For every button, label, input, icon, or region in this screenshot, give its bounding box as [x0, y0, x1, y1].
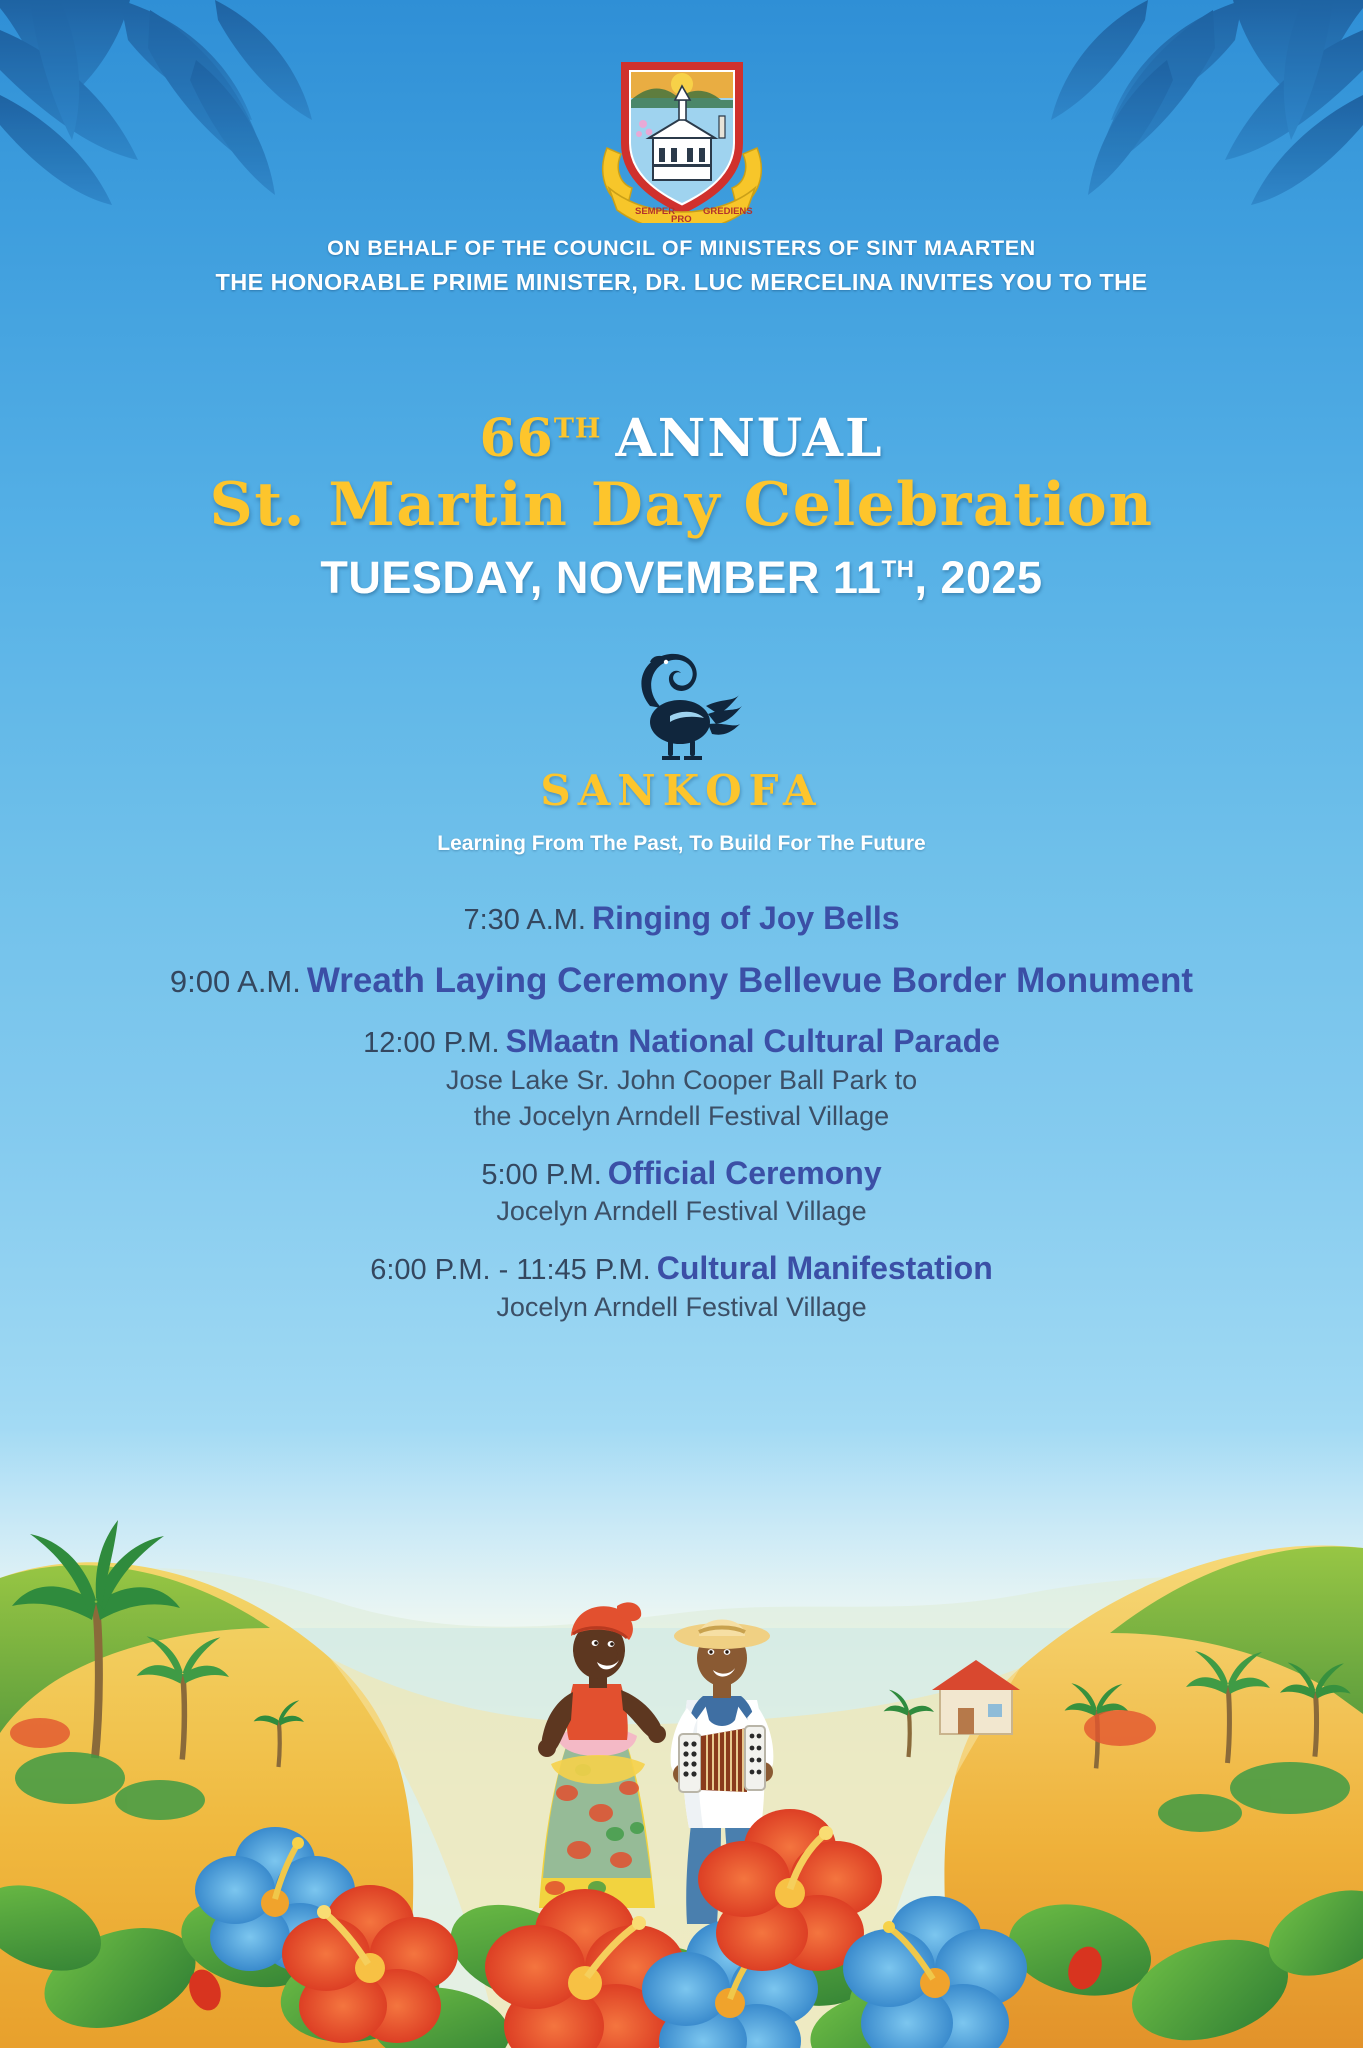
schedule-item — [0, 900, 1363, 938]
header-block — [0, 236, 1363, 296]
ordinal-suffix: TH — [553, 413, 602, 445]
schedule-venue-line-2: the Jocelyn Arndell Festival Village — [473, 1100, 890, 1131]
schedule-title: Wreath Laying Ceremony Bellevue Border Monument — [306, 960, 1194, 1000]
schedule-time: 5:00 P.M. — [481, 1158, 602, 1191]
schedule-time: 12:00 P.M. — [363, 1027, 500, 1060]
coat-of-arms — [587, 38, 777, 223]
crest-motto-left: SEMPER — [634, 206, 675, 217]
schedule-venue: Jocelyn Arndell Festival Village — [496, 1196, 867, 1227]
schedule-title: Cultural Manifestation — [656, 1250, 993, 1287]
ordinal-number: 66TH — [479, 408, 602, 469]
hibiscus-flowers-illustration — [0, 1728, 1363, 2048]
schedule-time: 9:00 A.M. — [169, 963, 301, 999]
header-line-2: THE HONORABLE PRIME MINISTER, DR. LUC MERCELINA INVITES YOU TO THE — [215, 269, 1148, 295]
schedule-time: 7:30 A.M. — [463, 904, 586, 936]
sankofa-tagline: Learning From The Past, To Build For The Future — [437, 832, 926, 855]
event-date-suffix: TH — [881, 556, 915, 583]
schedule-item — [0, 1023, 1363, 1133]
sankofa-bird-icon — [622, 650, 742, 765]
schedule-title: Official Ceremony — [607, 1154, 882, 1191]
sint-maarten-coat-of-arms-icon — [587, 38, 777, 223]
schedule-venue-line-1: Jose Lake Sr. John Cooper Ball Park to — [445, 1064, 918, 1095]
schedule-venue: Jocelyn Arndell Festival Village — [496, 1292, 867, 1323]
header-line-1: ON BEHALF OF THE COUNCIL OF MINISTERS OF SINT MAARTEN — [327, 236, 1036, 260]
sankofa-wordmark: SANKOFA — [540, 766, 823, 815]
annual-line — [0, 408, 1363, 469]
schedule-time: 6:00 P.M. - 11:45 P.M. — [370, 1254, 651, 1287]
event-date-prefix: TUESDAY, NOVEMBER 11 — [320, 552, 882, 603]
schedule-list — [0, 900, 1363, 1346]
schedule-item — [0, 1155, 1363, 1229]
schedule-item — [0, 960, 1363, 1001]
annual-word: ANNUAL — [615, 408, 884, 469]
schedule-item — [0, 1250, 1363, 1324]
event-date — [0, 552, 1363, 604]
crest-motto-center: PRO — [670, 214, 692, 223]
crest-motto-right: GREDIENS — [702, 206, 753, 217]
schedule-title: Ringing of Joy Bells — [591, 900, 900, 936]
page-title: St. Martin Day Celebration — [209, 470, 1154, 540]
event-date-year: , 2025 — [914, 552, 1043, 603]
schedule-title: SMaatn National Cultural Parade — [505, 1023, 1000, 1060]
